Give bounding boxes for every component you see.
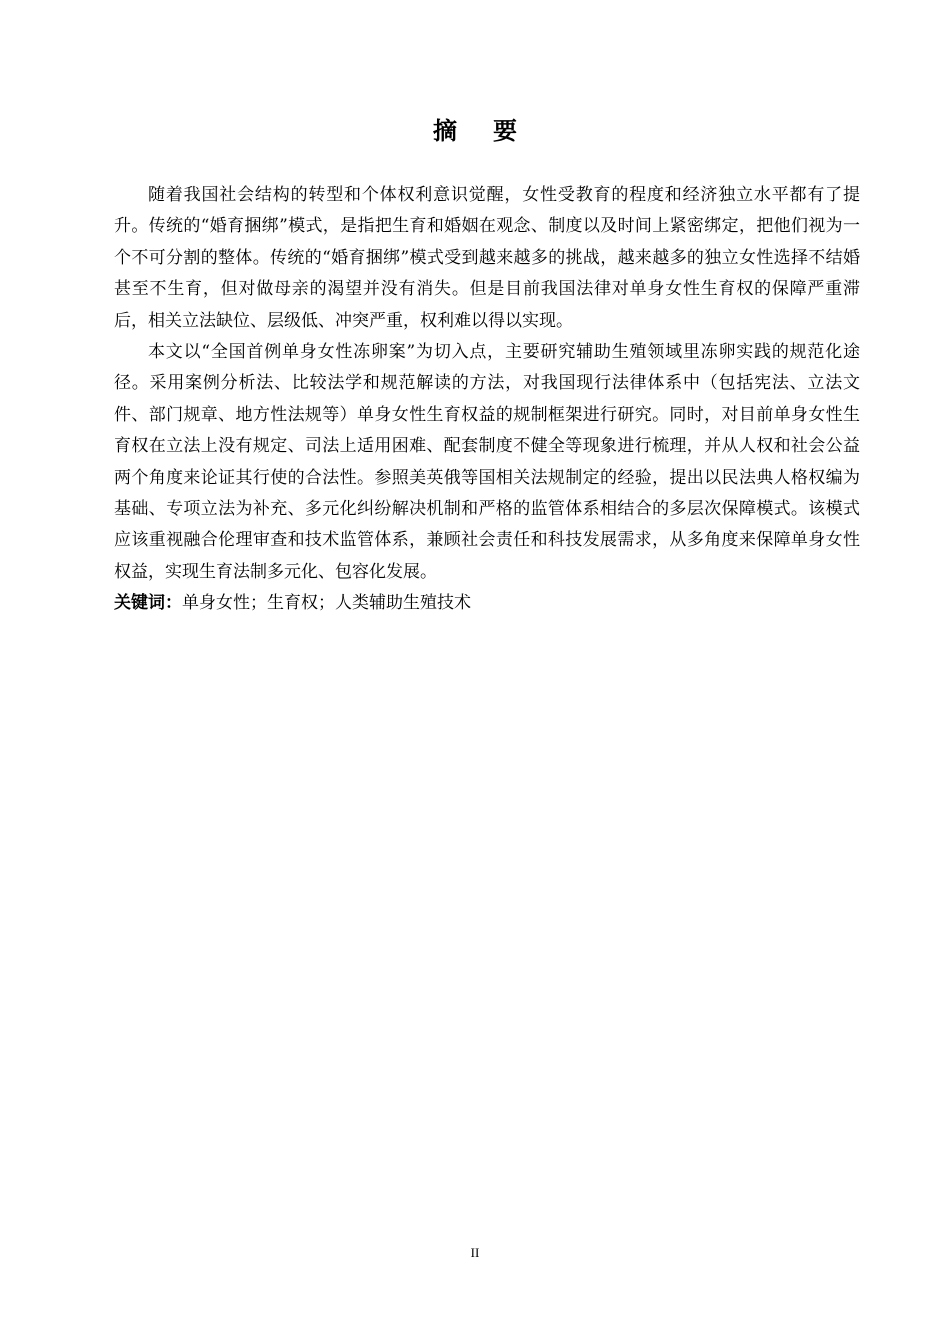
abstract-title: 摘要 [433,117,553,145]
abstract-paragraph-2: 本文以“全国首例单身女性冻卵案”为切入点，主要研究辅助生殖领域里冻卵实践的规范化途径。采用案例分析法、比较法学和规范解读的方法，对我国现行法律体系中（包括宪法、立法文件、部门规章、地方性法规等）单身女性生育权益的规制框架进行研究。同时，对目前单身女性生育权在立法上没有规定、司法上适用困难、配套制度不健全等现象进行梳理，并从人权和社会公益两个角度来论证其行使的合法性。参照美英俄等国相关法规制定的经验，提出以民法典人格权编为基础、专项立法为补充、多元化纠纷解决机制和严格的监管体系相结合的多层次保障模式。该模式应该重视融合伦理审查和技术监管体系，兼顾社会责任和科技发展需求，从多角度来保障单身女性权益，实现生育法制多元化、包容化发展。 [114,342,860,582]
abstract-body [114,180,860,620]
keywords-line [114,588,860,619]
keywords-label: 关键词： [114,593,182,614]
keywords-text: 单身女性；生育权；人类辅助生殖技术 [182,593,471,614]
page-number: II [470,1245,480,1260]
abstract-paragraph-1: 随着我国社会结构的转型和个体权利意识觉醒，女性受教育的程度和经济独立水平都有了提升。传统的“婚育捆绑”模式，是指把生育和婚姻在观念、制度以及时间上紧密绑定，把他们视为一个不可分割的整体。传统的“婚育捆绑”模式受到越来越多的挑战，越来越多的独立女性选择不结婚甚至不生育，但对做母亲的渴望并没有消失。但是目前我国法律对单身女性生育权的保障严重滞后，相关立法缺位、层级低、冲突严重，权利难以得以实现。 [114,185,860,331]
